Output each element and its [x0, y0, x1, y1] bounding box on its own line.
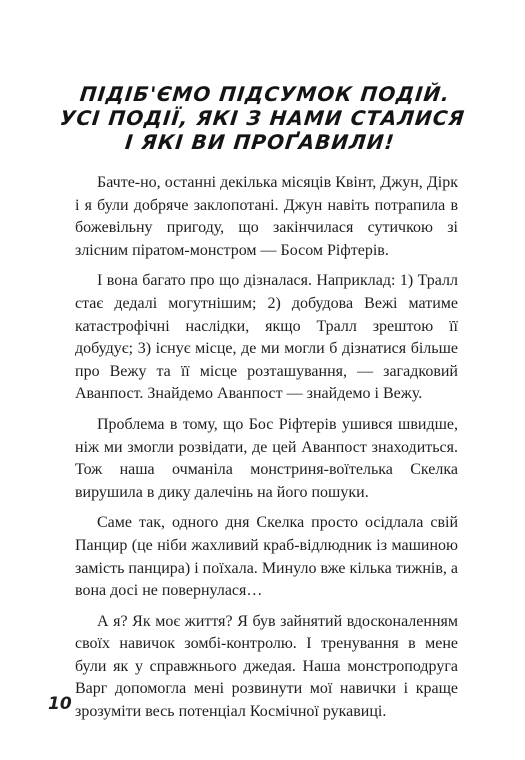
- chapter-heading: [36, 82, 489, 154]
- heading-line-3: І ЯКІ ВИ ПРОҐАВИЛИ!: [123, 130, 397, 154]
- body-text: [75, 172, 458, 732]
- paragraph-5: А я? Як моє життя? Я був зайнятий вдосконаленням своїх навичок зомбі-контролю. І тренування в мене були як у справжнього джедая. Наша монстроподруга Варг допомогла мені розвинути мої навички і краще зрозуміти весь потенціал Космічної рукавиці.: [75, 612, 458, 721]
- heading-line-1: ПІДІБ'ЄМО ПІДСУМОК ПОДІЙ.: [78, 82, 452, 106]
- paragraph-2: І вона багато про що дізналася. Наприклад: 1) Тралл стає дедалі могутнішим; 2) добудова Вежі матиме катастрофічні наслідки, якщо Тралл зрештою її добудує; 3) існує місце, де ми могли б дізнатися більше про Вежу та її місце розташування, — загадковий Аванпост. Знайдемо Аванпост — знайдемо і Вежу.: [75, 272, 458, 403]
- page-number: 10: [48, 694, 72, 714]
- heading-line-2: УСІ ПОДІЇ, ЯКІ З НАМИ СТАЛИСЯ: [58, 106, 467, 130]
- paragraph-3: Проблема в тому, що Бос Ріфтерів ушився швидше, ніж ми змогли розвідати, де цей Аванпост знаходиться. Тож наша очманіла монстриня-воїтелька Скелка вирушила в дику далечінь на його пошуки.: [75, 415, 458, 501]
- paragraph-1: Бачте-но, останні декілька місяців Квінт, Джун, Дірк і я були добряче заклопотані. Джун навіть потрапила в божевільну пригоду, що закінчилася сутичкою зі злісним піратом-монстром — Босом Ріфтерів.: [75, 174, 458, 259]
- paragraph-4: Саме так, одного дня Скелка просто осідлала свій Панцир (це ніби жахливий краб-відлюдник із машиною замість панцира) і поїхала. Минуло вже кілька тижнів, а вона досі не повернулася…: [75, 514, 458, 600]
